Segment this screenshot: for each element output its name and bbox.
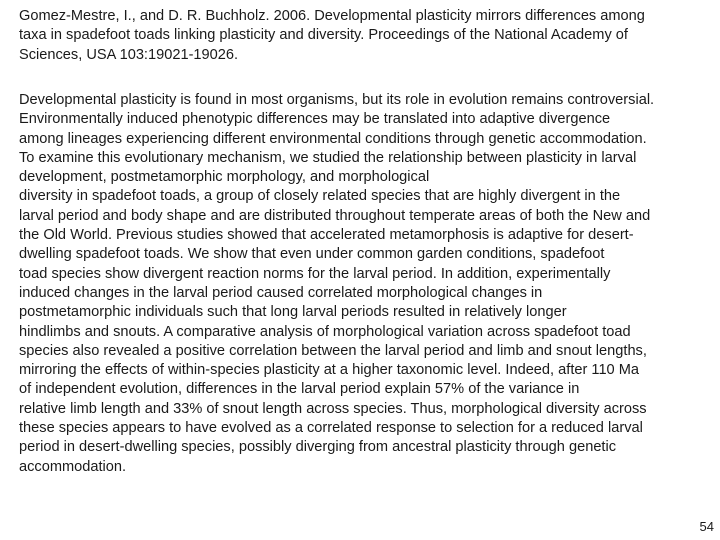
citation-paragraph — [19, 7, 717, 65]
abstract-line: induced changes in the larval period caused correlated morphological changes in — [19, 284, 543, 301]
abstract-line: among lineages experiencing different environmental conditions through genetic accommodation. — [19, 130, 647, 147]
abstract-line: larval period and body shape and are distributed throughout temperate areas of both the New and — [19, 207, 651, 224]
abstract-line: species also revealed a positive correlation between the larval period and limb and snout lengths, — [19, 342, 647, 359]
citation-line: Sciences, USA 103:19021-19026. — [19, 46, 239, 63]
abstract-line: development, postmetamorphic morphology, and morphological — [19, 169, 430, 186]
citation-line: Gomez-Mestre, I., and D. R. Buchholz. 2006. Developmental plasticity mirrors differences among — [19, 8, 645, 24]
abstract-line: period in desert-dwelling species, possibly diverging from ancestral plasticity through genetic — [19, 439, 617, 456]
abstract-line: To examine this evolutionary mechanism, we studied the relationship between plasticity in larval — [19, 149, 637, 166]
abstract-line: Environmentally induced phenotypic differences may be translated into adaptive divergence — [19, 111, 611, 128]
page-number: 54 — [699, 519, 714, 534]
abstract-line: accommodation. — [19, 458, 127, 475]
abstract-line: dwelling spadefoot toads. We show that even under common garden conditions, spadefoot — [19, 246, 605, 263]
abstract-paragraph — [19, 91, 717, 477]
abstract-line: mirroring the effects of within-species plasticity at a higher taxonomic level. Indeed, after 110 Ma — [19, 362, 639, 379]
abstract-line: relative limb length and 33% of snout length across species. Thus, morphological diversity across — [19, 400, 647, 417]
abstract-line: the Old World. Previous studies showed that accelerated metamorphosis is adaptive for desert- — [19, 227, 634, 244]
abstract-line: Developmental plasticity is found in most organisms, but its role in evolution remains controversial. — [19, 92, 655, 108]
abstract-line: diversity in spadefoot toads, a group of closely related species that are highly divergent in the — [19, 188, 621, 205]
abstract-line: of independent evolution, differences in the larval period explain 57% of the variance in — [19, 381, 580, 398]
abstract-line: postmetamorphic individuals such that long larval periods resulted in relatively longer — [19, 304, 567, 321]
citation-line: taxa in spadefoot toads linking plasticity and diversity. Proceedings of the National Academy of — [19, 27, 628, 44]
abstract-line: hindlimbs and snouts. A comparative analysis of morphological variation across spadefoot toad — [19, 323, 631, 340]
abstract-line: these species appears to have evolved as a correlated response to selection for a reduced larval — [19, 420, 643, 437]
abstract-line: toad species show divergent reaction norms for the larval period. In addition, experimentally — [19, 265, 611, 282]
